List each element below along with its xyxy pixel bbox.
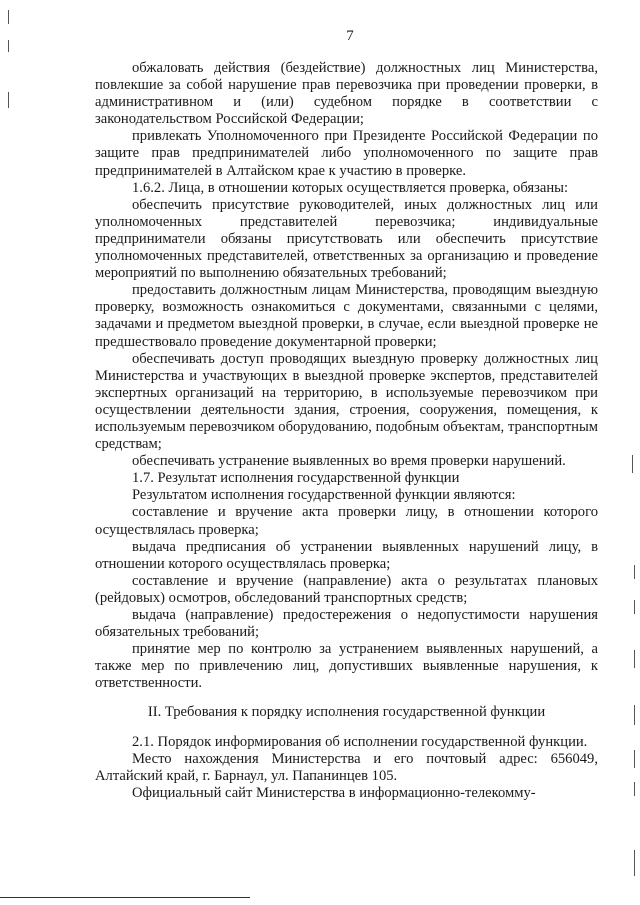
page-number: 7 <box>346 28 354 44</box>
scan-mark <box>634 782 635 796</box>
paragraph: составление и вручение (направление) акта о результатах плановых (рейдовых) осмотров, обследований транспортных средств; <box>95 572 598 606</box>
paragraph: Место нахождения Министерства и его почтовый адрес: 656049, Алтайский край, г. Барнаул, ул. Папанинцев 105. <box>95 750 598 784</box>
paragraph: выдача (направление) предостережения о недопустимости нарушения обязательных требований; <box>95 607 598 641</box>
scan-mark <box>634 850 635 876</box>
scan-mark <box>8 10 9 24</box>
paragraph: выдача предписания об устранении выявленных нарушений лицу, в отношении которого осуществлялась проверка; <box>95 538 598 572</box>
paragraph: составление и вручение акта проверки лицу, в отношении которого осуществлялась проверка; <box>95 504 598 538</box>
paragraph: обеспечивать устранение выявленных во время проверки нарушений. <box>132 453 566 470</box>
paragraph: 2.1. Порядок информирования об исполнении государственной функции. <box>132 733 588 750</box>
scan-mark <box>8 92 9 108</box>
paragraph: предоставить должностным лицам Министерства, проводящим выездную проверку, возможность ознакомиться с документами, связанными с целями, задачами и предметом выездной проверки, в случае, если выездной проверке не предшествовало проведение документарной проверки; <box>95 282 598 350</box>
scan-mark <box>634 650 635 668</box>
paragraph: принятие мер по контролю за устранением выявленных нарушений, а также мер по привлечению лиц, допустивших выявленные нарушения, к ответственности. <box>95 641 598 692</box>
section-heading: II. Требования к порядку исполнения государственной функции <box>147 704 546 721</box>
scan-mark <box>632 455 633 473</box>
paragraph: 1.6.2. Лица, в отношении которых осуществляется проверка, обязаны: <box>132 179 569 196</box>
scan-mark <box>634 750 635 768</box>
bottom-divider <box>0 897 250 898</box>
paragraph: обеспечить присутствие руководителей, иных должностных лиц или уполномоченных представителей перевозчика; индивидуальные предприниматели обязаны присутствовать или обеспечить присутствие уполномоченных представителей, ответственных за организацию и проведение мероприятий по выполнению обязательных требований; <box>95 196 598 282</box>
scan-mark <box>8 40 9 52</box>
paragraph: обжаловать действия (бездействие) должностных лиц Министерства, повлекшие за собой нарушение прав перевозчика при проведении проверки, в административном и (или) судебном порядке в соответствии с законодательством Российской Федерации; <box>95 60 598 128</box>
paragraph: Официальный сайт Министерства в информационно-телекомму- <box>132 784 536 801</box>
scan-mark <box>634 565 635 579</box>
paragraph: обеспечивать доступ проводящих выездную проверку должностных лиц Министерства и участвующих в выездной проверке экспертов, представителей экспертных организаций на территорию, в используемые перевозчиком при осуществлении деятельности здания, строения, сооружения, помещения, к используемым перевозчиком оборудованию, подобным объектам, транспортным средствам; <box>95 350 598 453</box>
paragraph: привлекать Уполномоченного при Президенте Российской Федерации по защите прав предпринимателей либо уполномоченного по защите прав предпринимателей в Алтайском крае к участию в проверке. <box>95 128 598 179</box>
scan-mark <box>634 600 635 614</box>
document-body <box>95 60 598 802</box>
subsection-title: 1.7. Результат исполнения государственной функции <box>132 470 460 487</box>
paragraph: Результатом исполнения государственной функции являются: <box>132 487 516 504</box>
scan-mark <box>634 705 635 725</box>
